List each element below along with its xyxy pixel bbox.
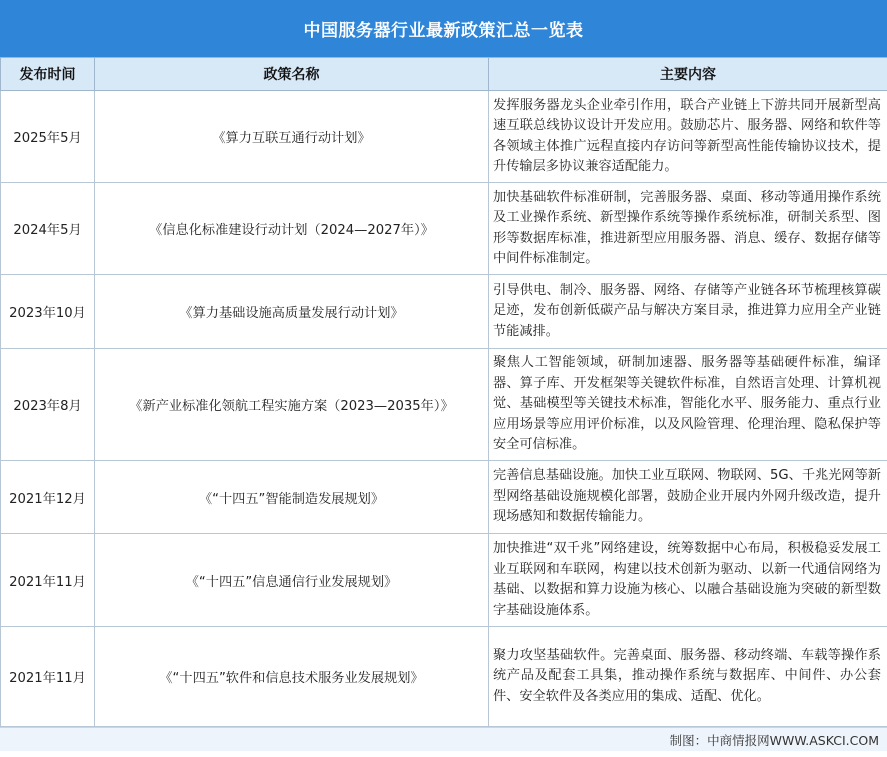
policy-date: 2021年11月 — [1, 534, 95, 627]
policy-content: 完善信息基础设施。加快工业互联网、物联网、5G、千兆光网等新型网络基础设施规模化部署，鼓励企业开展内外网升级改造，提升现场感知和数据传输能力。 — [489, 461, 887, 534]
table-row — [1, 183, 887, 275]
policy-content: 发挥服务器龙头企业牵引作用，联合产业链上下游共同开展新型高速互联总线协议设计开发应用。鼓励芯片、服务器、网络和软件等各领域主体推广远程直接内存访问等新型高性能传输协议技术，提升传输层多协议兼容适配能力。 — [489, 91, 887, 183]
table-title: 中国服务器行业最新政策汇总一览表 — [0, 0, 887, 57]
policy-name: 《“十四五”软件和信息技术服务业发展规划》 — [95, 627, 489, 727]
policy-name: 《算力基础设施高质量发展行动计划》 — [95, 275, 489, 349]
table-row — [1, 275, 887, 349]
policy-content: 加快推进“双千兆”网络建设，统筹数据中心布局，积极稳妥发展工业互联网和车联网，构建以技术创新为驱动、以新一代通信网络为基础、以数据和算力设施为核心、以融合基础设施为突破的新型数字基础设施体系。 — [489, 534, 887, 627]
policy-date: 2024年5月 — [1, 183, 95, 275]
table-row — [1, 349, 887, 461]
policy-name: 《“十四五”智能制造发展规划》 — [95, 461, 489, 534]
policy-content: 聚力攻坚基础软件。完善桌面、服务器、移动终端、车载等操作系统产品及配套工具集，推动操作系统与数据库、中间件、办公套件、安全软件及各类应用的集成、适配、优化。 — [489, 627, 887, 727]
policy-name: 《信息化标准建设行动计划（2024—2027年）》 — [95, 183, 489, 275]
policy-table — [0, 57, 887, 727]
policy-date: 2023年10月 — [1, 275, 95, 349]
policy-name: 《“十四五”信息通信行业发展规划》 — [95, 534, 489, 627]
policy-date: 2025年5月 — [1, 91, 95, 183]
policy-name: 《新产业标准化领航工程实施方案（2023—2035年）》 — [95, 349, 489, 461]
policy-content: 聚焦人工智能领域，研制加速器、服务器等基础硬件标准，编译器、算子库、开发框架等关键软件标准，自然语言处理、计算机视觉、基础模型等关键技术标准，智能化水平、服务能力、重点行业应用场景等应用评价标准，以及风险管理、伦理治理、隐私保护等安全可信标准。 — [489, 349, 887, 461]
table-row — [1, 461, 887, 534]
column-header-name: 政策名称 — [95, 58, 489, 91]
table-row — [1, 627, 887, 727]
column-header-date: 发布时间 — [1, 58, 95, 91]
table-row — [1, 534, 887, 627]
policy-date: 2021年11月 — [1, 627, 95, 727]
table-row — [1, 91, 887, 183]
header-row — [1, 58, 887, 91]
column-header-content: 主要内容 — [489, 58, 887, 91]
source-credit: 制图：中商情报网WWW.ASKCI.COM — [0, 727, 887, 751]
policy-name: 《算力互联互通行动计划》 — [95, 91, 489, 183]
policy-content: 加快基础软件标准研制，完善服务器、桌面、移动等通用操作系统及工业操作系统、新型操作系统等操作系统标准，研制关系型、图形等数据库标准，推进新型应用服务器、消息、缓存、数据存储等中间件标准制定。 — [489, 183, 887, 275]
policy-content: 引导供电、制冷、服务器、网络、存储等产业链各环节梳理核算碳足迹，发布创新低碳产品与解决方案目录，推进算力应用全产业链节能减排。 — [489, 275, 887, 349]
policy-date: 2023年8月 — [1, 349, 95, 461]
policy-date: 2021年12月 — [1, 461, 95, 534]
